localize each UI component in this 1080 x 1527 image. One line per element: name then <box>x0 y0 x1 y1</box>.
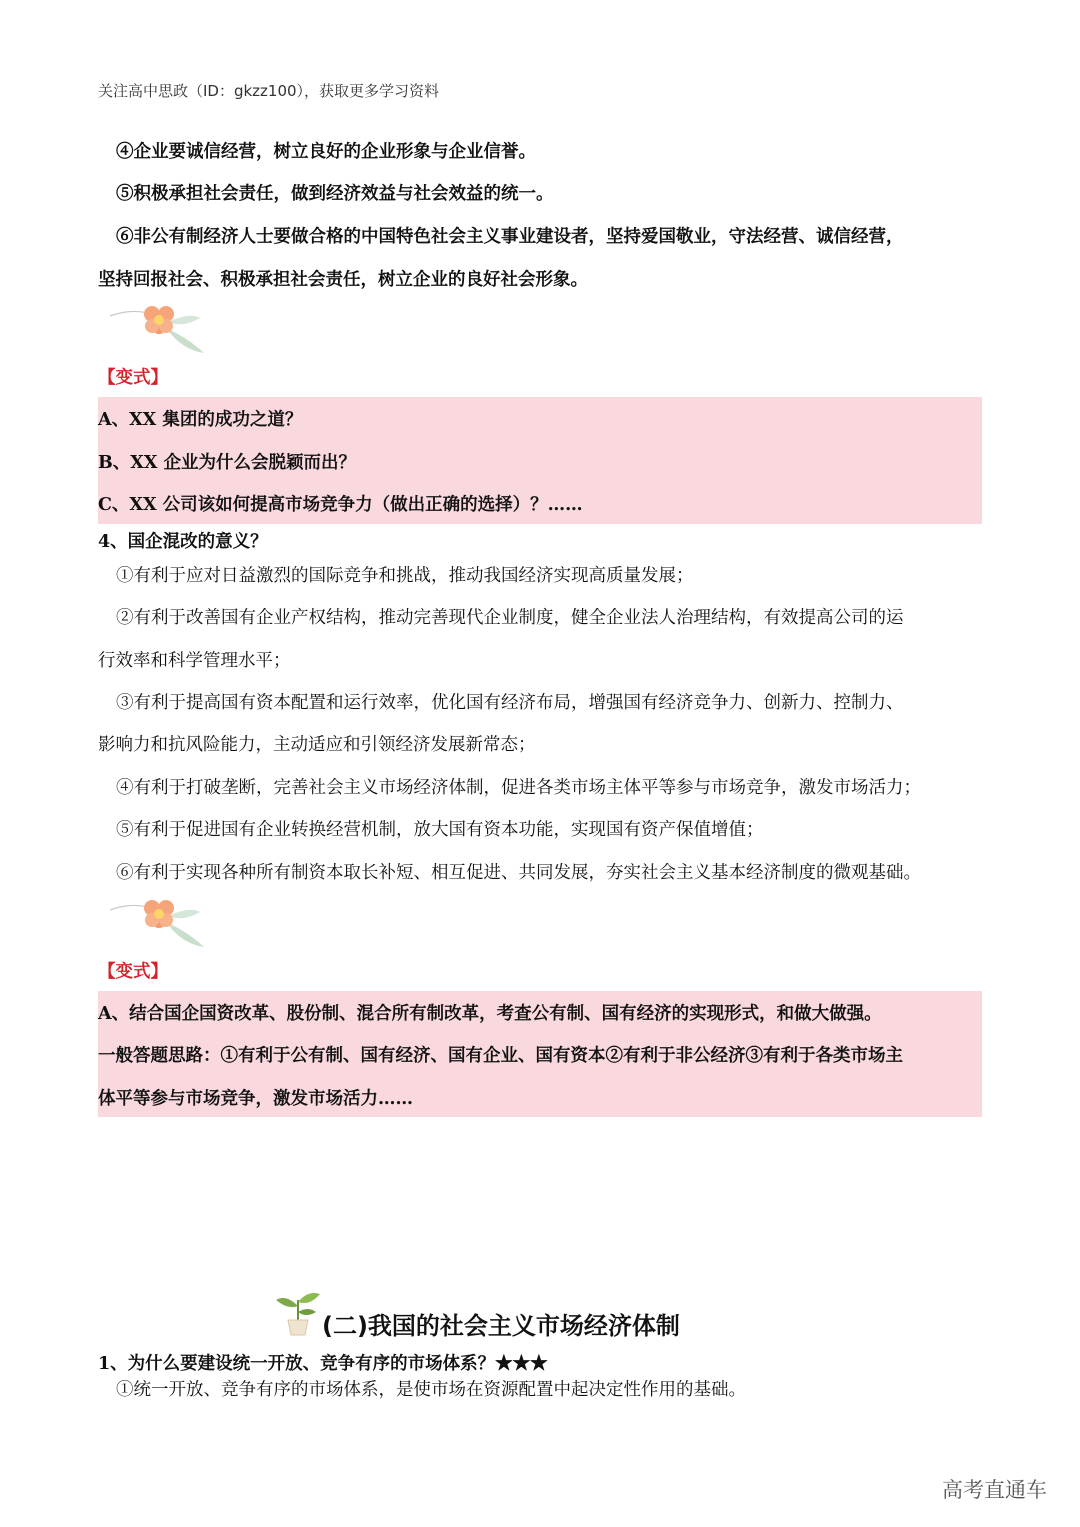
question-4-title: 4、国企混改的意义？ <box>98 532 268 552</box>
variant2-line-1: A、结合国企国资改革、股份制、混合所有制改革，考查公有制、国有经济的实现形式，和做大做强。 <box>98 1004 882 1024</box>
q4-line-3: ③有利于提高国有资本配置和运行效率，优化国有经济布局，增强国有经济竞争力、创新力、控制力、 <box>116 693 904 713</box>
variant2-line-3: 体平等参与市场竞争，激发市场活力…… <box>98 1089 413 1109</box>
watermark: 高考直通车 <box>942 1478 1047 1502</box>
point-6: ⑥非公有制经济人士要做合格的中国特色社会主义事业建设者，坚持爱国敬业，守法经营、诚信经营， <box>116 227 904 247</box>
variant-tag-2: 【变式】 <box>98 962 168 982</box>
q4-line-2: ②有利于改善国有企业产权结构，推动完善现代企业制度，健全企业法人治理结构，有效提高公司的运 <box>116 608 904 628</box>
q4-line-2-cont: 行效率和科学管理水平； <box>98 651 291 671</box>
variant-item-a: A、XX 集团的成功之道？ <box>98 410 303 430</box>
variant-item-b: B、XX 企业为什么会脱颖而出？ <box>98 453 357 473</box>
plant-icon <box>274 1290 322 1336</box>
variant-tag: 【变式】 <box>98 368 168 388</box>
point-6-cont: 坚持回报社会、积极承担社会责任，树立企业的良好社会形象。 <box>98 270 588 290</box>
q4-line-3-cont: 影响力和抗风险能力，主动适应和引领经济发展新常态； <box>98 735 536 755</box>
flower-icon <box>108 298 208 358</box>
q4-line-6: ⑥有利于实现各种所有制资本取长补短、相互促进、共同发展，夯实社会主义基本经济制度的微观基础。 <box>116 863 921 883</box>
section-title: (二)我国的社会主义市场经济体制 <box>322 1312 680 1340</box>
header-note: 关注高中思政（ID：gkzz100），获取更多学习资料 <box>98 82 440 100</box>
q4-line-5: ⑤有利于促进国有企业转换经营机制，放大国有资本功能，实现国有资产保值增值； <box>116 820 764 840</box>
variant-item-c: C、XX 公司该如何提高市场竞争力（做出正确的选择）？…… <box>98 495 583 515</box>
variant2-line-2: 一般答题思路：①有利于公有制、国有经济、国有企业、国有资本②有利于非公经济③有利于各类市场主 <box>98 1046 903 1066</box>
point-4: ④企业要诚信经营，树立良好的企业形象与企业信誉。 <box>116 142 536 162</box>
point-5: ⑤积极承担社会责任，做到经济效益与社会效益的统一。 <box>116 184 554 204</box>
q1-line-1: ①统一开放、竞争有序的市场体系，是使市场在资源配置中起决定性作用的基础。 <box>116 1380 746 1400</box>
q4-line-4: ④有利于打破垄断，完善社会主义市场经济体制，促进各类市场主体平等参与市场竞争，激发市场活力； <box>116 778 921 798</box>
q4-line-1: ①有利于应对日益激烈的国际竞争和挑战，推动我国经济实现高质量发展； <box>116 566 694 586</box>
question-1-title: 1、为什么要建设统一开放、竞争有序的市场体系？★★★ <box>98 1354 548 1374</box>
flower-icon <box>108 892 208 952</box>
